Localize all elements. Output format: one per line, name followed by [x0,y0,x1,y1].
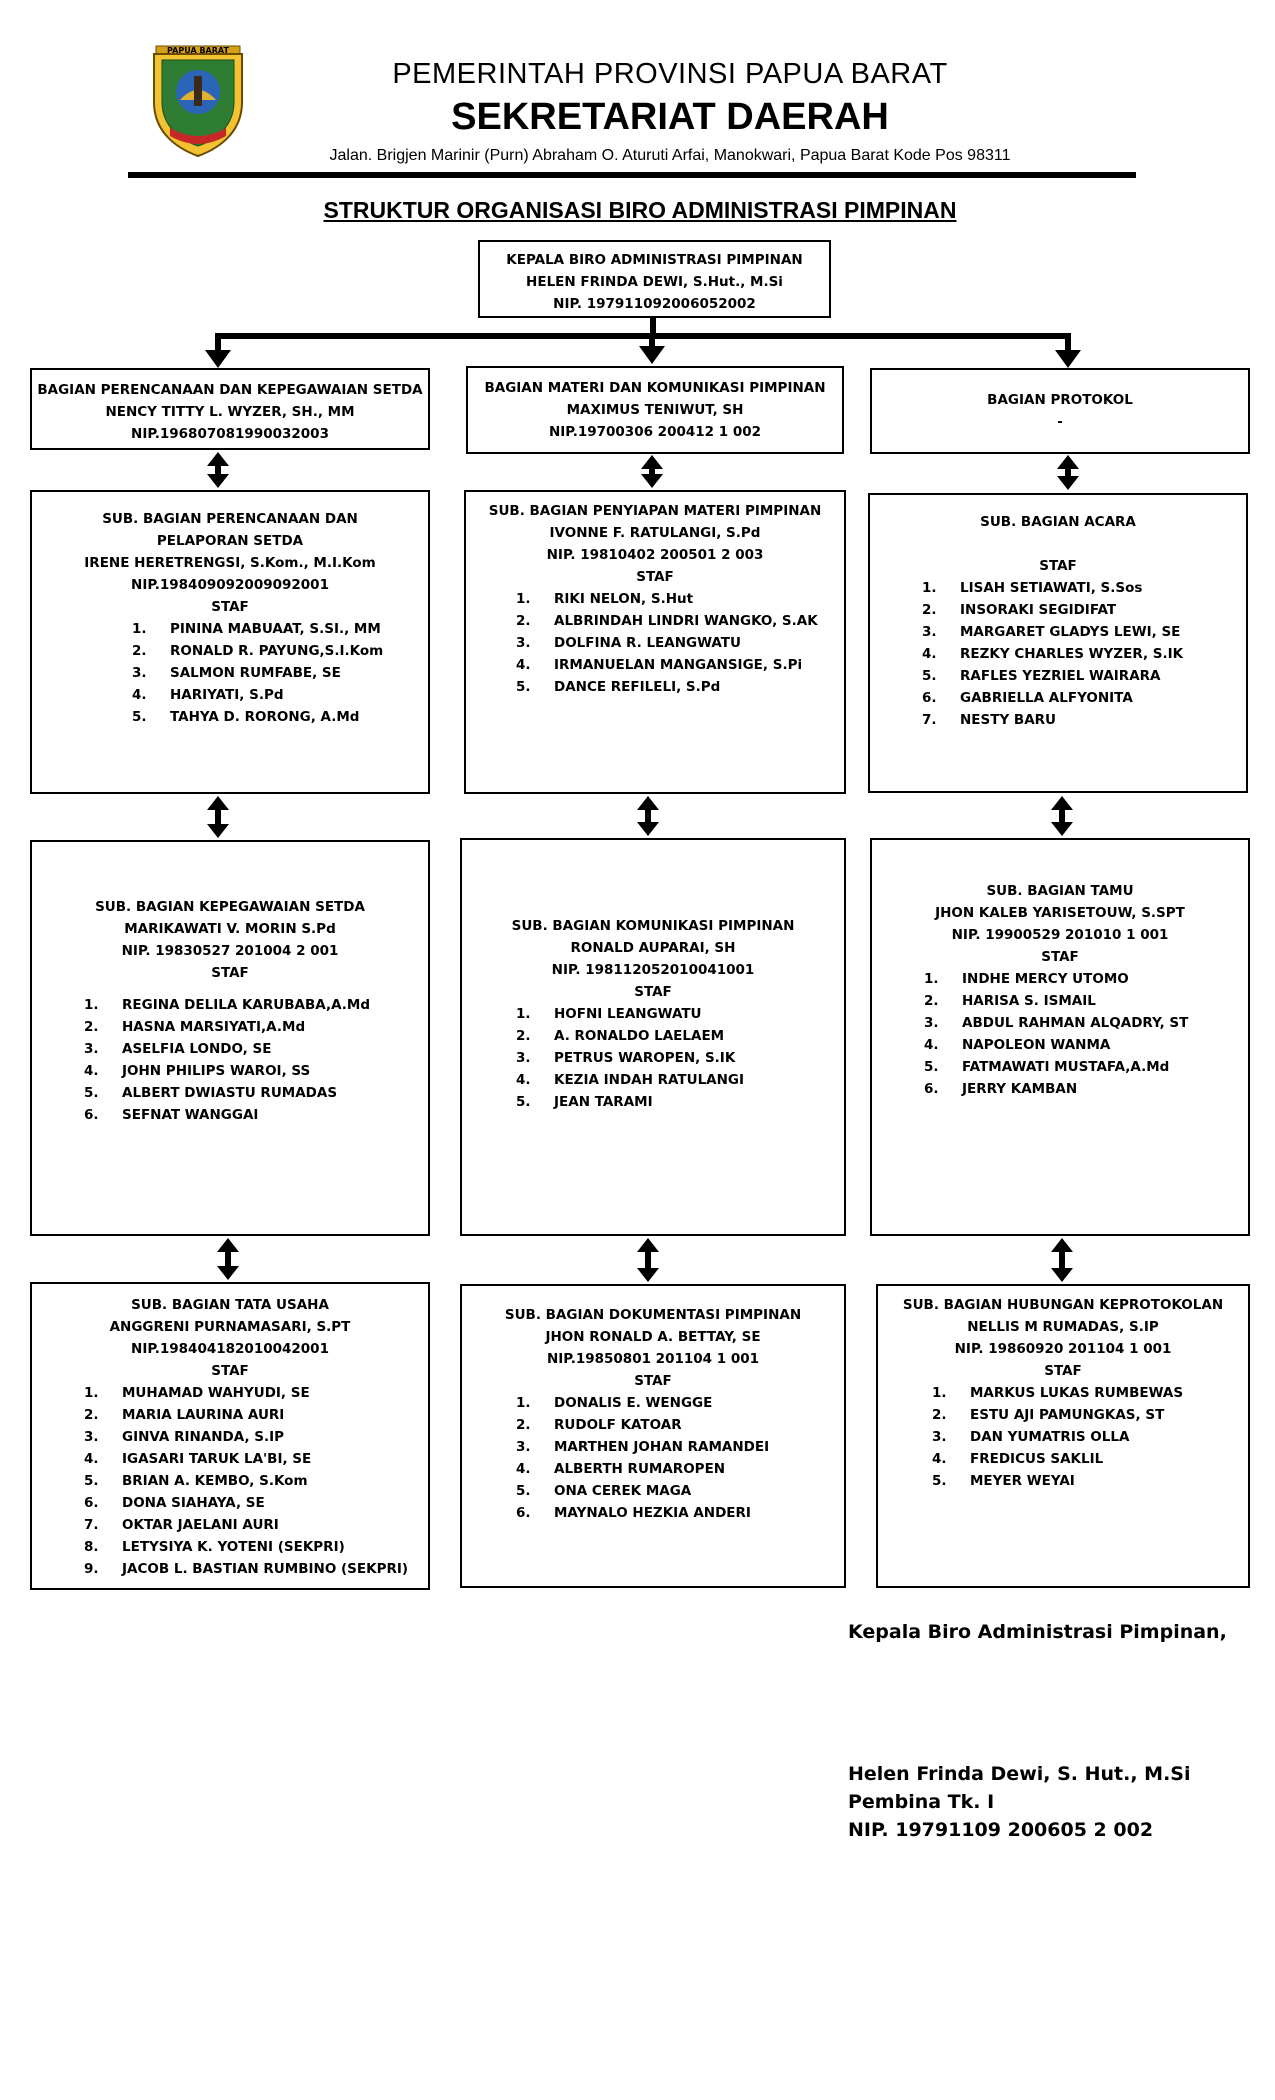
staff-number: 4. [84,1063,99,1079]
staff-name: ALBRINDAH LINDRI WANGKO, S.AK [554,613,818,629]
staff-name: SALMON RUMFABE, SE [170,665,341,681]
staff-item [924,990,1238,1012]
staff-number: 5. [84,1473,99,1489]
subbagian-unit-cont: PELAPORAN SETDA [156,533,304,549]
staff-name: MARKUS LUKAS RUMBEWAS [970,1385,1184,1401]
staff-label: STAF [211,965,249,981]
staff-item [84,1558,418,1580]
staff-name: RUDOLF KATOAR [554,1417,682,1433]
staff-name: SEFNAT WANGGAI [122,1107,259,1123]
staff-name: RONALD R. PAYUNG,S.I.Kom [170,643,384,659]
staff-name: FATMAWATI MUSTAFA,A.Md [962,1059,1170,1075]
double-arrow-icon [1057,455,1079,490]
staff-name: DONALIS E. WENGGE [554,1395,713,1411]
staff-name: A. RONALDO LAELAEM [554,1028,725,1044]
double-arrow-icon [1051,796,1073,836]
staff-item [84,1470,418,1492]
down-arrow-icon [1055,350,1081,368]
staff-number: 4. [922,646,937,662]
staff-label: STAF [211,599,249,615]
staff-number: 8. [84,1539,99,1555]
staff-label: STAF [211,1363,249,1379]
staff-number: 2. [924,993,939,1009]
staff-name: HARISA S. ISMAIL [962,993,1096,1009]
staff-label: STAF [1039,558,1077,574]
staff-number: 3. [84,1429,99,1445]
staff-name: JACOB L. BASTIAN RUMBINO (SEKPRI) [122,1561,409,1577]
subbagian-hubungan-keprotokolan-box [876,1284,1250,1588]
staff-name: PININA MABUAAT, S.SI., MM [170,621,381,637]
signature-nip: NIP. 19791109 200605 2 002 [848,1819,1154,1841]
staff-number: 1. [84,997,99,1013]
staff-item [84,1514,418,1536]
staff-item [922,621,1236,643]
staff-name: DAN YUMATRIS OLLA [970,1429,1130,1445]
staff-name: OKTAR JAELANI AURI [122,1517,279,1533]
staff-name: HOFNI LEANGWATU [554,1006,702,1022]
staff-name: ALBERTH RUMAROPEN [554,1461,726,1477]
staff-number: 4. [516,1072,531,1088]
staff-item [516,1047,834,1069]
staff-item [924,1056,1238,1078]
staff-item [516,1480,834,1502]
staff-item [932,1382,1238,1404]
staff-number: 4. [924,1037,939,1053]
staff-item [84,1492,418,1514]
staff-name: GINVA RINANDA, S.IP [122,1429,285,1445]
staff-number: 2. [84,1019,99,1035]
staff-name: NESTY BARU [960,712,1057,728]
staff-item [516,1003,834,1025]
subbagian-head-name: NELLIS M RUMADAS, S.IP [967,1319,1159,1335]
staff-item [84,1382,418,1404]
staff-number: 3. [924,1015,939,1031]
staff-name: MARGARET GLADYS LEWI, SE [960,624,1181,640]
staff-name: RAFLES YEZRIEL WAIRARA [960,668,1161,684]
subbagian-unit: SUB. BAGIAN ACARA [980,514,1136,530]
staff-item [516,1025,834,1047]
double-arrow-icon [637,1238,659,1282]
subbagian-head-nip: NIP.198404182010042001 [131,1341,329,1357]
staff-number: 6. [922,690,937,706]
staff-name: LETYSIYA K. YOTENI (SEKPRI) [122,1539,345,1555]
subbagian-unit: SUB. BAGIAN PENYIAPAN MATERI PIMPINAN [488,503,822,519]
staff-name: JERRY KAMBAN [962,1081,1078,1097]
staff-name: MUHAMAD WAHYUDI, SE [122,1385,310,1401]
staff-number: 4. [84,1451,99,1467]
staff-number: 5. [516,1483,531,1499]
staff-item [132,640,408,662]
staff-number: 6. [84,1495,99,1511]
bagian-unit: BAGIAN MATERI DAN KOMUNIKASI PIMPINAN [484,380,826,396]
subbagian-unit: SUB. BAGIAN HUBUNGAN KEPROTOKOLAN [902,1297,1224,1313]
double-arrow-icon [1051,1238,1073,1282]
staff-number: 1. [516,591,531,607]
staff-number: 6. [84,1107,99,1123]
staff-item [132,662,408,684]
subbagian-acara-box [868,493,1248,793]
bagian-head-name: NENCY TITTY L. WYZER, SH., MM [105,404,355,420]
staff-item [84,1016,418,1038]
staff-number: 5. [932,1473,947,1489]
staff-name: DANCE REFILELI, S.Pd [554,679,721,695]
staff-number: 2. [516,613,531,629]
staff-item [922,577,1236,599]
staff-name: ASELFIA LONDO, SE [122,1041,272,1057]
subbagian-head-nip: NIP. 19860920 201104 1 001 [954,1341,1172,1357]
subbagian-unit: SUB. BAGIAN TATA USAHA [131,1297,329,1313]
staff-list [84,1382,418,1580]
staff-item [132,684,408,706]
staff-item [516,610,834,632]
staff-name: ESTU AJI PAMUNGKAS, ST [970,1407,1165,1423]
staff-item [516,1502,834,1524]
staff-name: ALBERT DWIASTU RUMADAS [122,1085,338,1101]
staff-item [932,1470,1238,1492]
staff-number: 4. [516,657,531,673]
staff-name: JOHN PHILIPS WAROI, SS [122,1063,311,1079]
staff-number: 5. [516,1094,531,1110]
staff-name: HARIYATI, S.Pd [170,687,284,703]
bagian-head-name: MAXIMUS TENIWUT, SH [566,402,744,418]
staff-item [932,1448,1238,1470]
staff-number: 9. [84,1561,99,1577]
subbagian-penyiapan-materi-box [464,490,846,794]
staff-number: 5. [516,679,531,695]
staff-item [516,632,834,654]
staff-item [84,1104,418,1126]
staff-number: 3. [922,624,937,640]
staff-number: 1. [924,971,939,987]
head-to-bagian-connector [205,318,1081,368]
staff-name: ABDUL RAHMAN ALQADRY, ST [962,1015,1189,1031]
subbagian-unit: SUB. BAGIAN DOKUMENTASI PIMPINAN [504,1307,802,1323]
subbagian-head-nip: NIP.19850801 201104 1 001 [546,1351,760,1367]
staff-number: 1. [84,1385,99,1401]
subbagian-head-name: JHON RONALD A. BETTAY, SE [545,1329,761,1345]
staff-number: 6. [924,1081,939,1097]
header-address: Jalan. Brigjen Marinir (Purn) Abraham O. Aturuti Arfai, Manokwari, Papua Barat Kode Pos 98311 [329,147,1011,164]
staff-number: 2. [132,643,147,659]
staff-item [924,1078,1238,1100]
subbagian-head-name: MARIKAWATI V. MORIN S.Pd [124,921,336,937]
bagian-protokol-box [870,368,1250,454]
subbagian-unit: SUB. BAGIAN KOMUNIKASI PIMPINAN [511,918,795,934]
staff-item [84,1426,418,1448]
staff-item [924,1034,1238,1056]
staff-number: 2. [922,602,937,618]
signature-rank: Pembina Tk. I [848,1791,995,1813]
staff-label: STAF [634,984,672,1000]
staff-name: HASNA MARSIYATI,A.Md [122,1019,306,1035]
staff-name: TAHYA D. RORONG, A.Md [170,709,360,725]
staff-name: PETRUS WAROPEN, S.IK [554,1050,736,1066]
staff-number: 3. [84,1041,99,1057]
staff-item [922,665,1236,687]
staff-list [924,968,1238,1100]
staff-name: FREDICUS SAKLIL [970,1451,1104,1467]
staff-item [516,1091,834,1113]
double-arrow-icon [641,455,663,488]
staff-list [132,618,408,728]
staff-name: IRMANUELAN MANGANSIGE, S.Pi [554,657,803,673]
staff-item [924,1012,1238,1034]
staff-number: 5. [132,709,147,725]
staff-number: 3. [132,665,147,681]
subbagian-head-name: IRENE HERETRENGSI, S.Kom., M.I.Kom [84,555,376,571]
staff-list [516,1392,834,1524]
staff-number: 7. [84,1517,99,1533]
staff-list [932,1382,1238,1492]
staff-item [516,1392,834,1414]
staff-number: 3. [932,1429,947,1445]
staff-item [932,1404,1238,1426]
staff-item [922,709,1236,731]
staff-number: 4. [132,687,147,703]
page-title: STRUKTUR ORGANISASI BIRO ADMINISTRASI PIMPINAN [323,197,957,223]
staff-name: NAPOLEON WANMA [962,1037,1111,1053]
staff-name: GABRIELLA ALFYONITA [960,690,1133,706]
staff-number: 4. [516,1461,531,1477]
staff-name: MEYER WEYAI [970,1473,1075,1489]
staff-list [84,994,418,1126]
staff-number: 2. [516,1417,531,1433]
staff-name: MARIA LAURINA AURI [122,1407,285,1423]
down-arrow-icon [639,346,665,364]
kepala-biro-box [478,240,831,318]
staff-name: INDHE MERCY UTOMO [962,971,1129,987]
staff-item [516,1458,834,1480]
staff-item [922,643,1236,665]
staff-number: 3. [516,1050,531,1066]
staff-name: IGASARI TARUK LA'BI, SE [122,1451,312,1467]
double-arrow-icon [207,796,229,838]
staff-label: STAF [1044,1363,1082,1379]
staff-number: 2. [84,1407,99,1423]
subbagian-dokumentasi-box [460,1284,846,1588]
bagian-head-name: - [1057,414,1063,430]
staff-name: LISAH SETIAWATI, S.Sos [960,580,1143,596]
subbagian-head-name: IVONNE F. RATULANGI, S.Pd [549,525,761,541]
subbagian-head-nip: NIP. 198112052010041001 [551,962,755,978]
staff-name: RIKI NELON, S.Hut [554,591,694,607]
staff-item [84,1060,418,1082]
subbagian-head-name: RONALD AUPARAI, SH [570,940,736,956]
staff-number: 1. [516,1006,531,1022]
staff-number: 1. [516,1395,531,1411]
bagian-head-nip: NIP.196807081990032003 [131,426,329,442]
bagian-head-nip: NIP.19700306 200412 1 002 [548,424,762,440]
staff-number: 4. [932,1451,947,1467]
subbagian-komunikasi-box [460,838,846,1236]
staff-number: 2. [932,1407,947,1423]
staff-name: DONA SIAHAYA, SE [122,1495,265,1511]
bagian-unit: BAGIAN PROTOKOL [987,392,1133,408]
staff-list [516,1003,834,1113]
staff-number: 1. [132,621,147,637]
spacer [880,533,1236,555]
header-government-line: PEMERINTAH PROVINSI PAPUA BARAT [392,58,948,90]
staff-number: 3. [516,1439,531,1455]
staff-item [132,618,408,640]
staff-item [516,1436,834,1458]
staff-name: REZKY CHARLES WYZER, S.IK [960,646,1184,662]
subbagian-perencanaan-box [30,490,430,794]
staff-item [84,1038,418,1060]
staff-name: MAYNALO HEZKIA ANDERI [554,1505,751,1521]
subbagian-head-name: JHON KALEB YARISETOUW, S.SPT [935,905,1185,921]
staff-name: ONA CEREK MAGA [554,1483,692,1499]
staff-list [922,577,1236,731]
staff-name: MARTHEN JOHAN RAMANDEI [554,1439,770,1455]
subbagian-head-nip: NIP. 19900529 201010 1 001 [951,927,1169,943]
staff-item [922,687,1236,709]
staff-number: 7. [922,712,937,728]
double-arrow-icon [637,796,659,836]
subbagian-head-nip: NIP. 19810402 200501 2 003 [546,547,764,563]
staff-item [132,706,408,728]
signature-name: Helen Frinda Dewi, S. Hut., M.Si [848,1763,1191,1785]
header-secretariat-line: SEKRETARIAT DAERAH [451,96,889,138]
staff-number: 1. [932,1385,947,1401]
staff-item [932,1426,1238,1448]
staff-number: 5. [924,1059,939,1075]
staff-item [922,599,1236,621]
bagian-unit: BAGIAN PERENCANAAN DAN KEPEGAWAIAN SETDA [37,382,423,398]
staff-number: 6. [516,1505,531,1521]
staff-item [84,1082,418,1104]
staff-item [516,676,834,698]
emblem-label: PAPUA BARAT [167,46,229,55]
staff-item [924,968,1238,990]
staff-item [84,1448,418,1470]
down-arrow-icon [205,350,231,368]
staff-number: 5. [84,1085,99,1101]
kepala-biro-nip: NIP. 197911092006052002 [553,296,756,312]
staff-number: 2. [516,1028,531,1044]
staff-name: REGINA DELILA KARUBABA,A.Md [122,997,371,1013]
subbagian-tamu-box [870,838,1250,1236]
double-arrow-icon [207,452,229,488]
subbagian-unit: SUB. BAGIAN PERENCANAAN DAN [102,511,358,527]
subbagian-unit: SUB. BAGIAN TAMU [986,883,1134,899]
kepala-biro-unit: KEPALA BIRO ADMINISTRASI PIMPINAN [506,252,803,268]
signature-title: Kepala Biro Administrasi Pimpinan, [848,1621,1227,1643]
staff-number: 1. [922,580,937,596]
bagian-perencanaan-box [30,368,430,450]
staff-number: 3. [516,635,531,651]
staff-item [84,1536,418,1558]
subbagian-head-name: ANGGRENI PURNAMASARI, S.PT [109,1319,351,1335]
staff-number: 5. [922,668,937,684]
staff-name: INSORAKI SEGIDIFAT [960,602,1117,618]
staff-label: STAF [1041,949,1079,965]
staff-name: JEAN TARAMI [554,1094,653,1110]
staff-item [84,1404,418,1426]
subbagian-head-nip: NIP.198409092009092001 [131,577,329,593]
staff-label: STAF [634,1373,672,1389]
bagian-materi-box [466,366,844,454]
staff-name: DOLFINA R. LEANGWATU [554,635,741,651]
subbagian-head-nip: NIP. 19830527 201004 2 001 [121,943,339,959]
double-arrow-icon [217,1238,239,1280]
staff-name: KEZIA INDAH RATULANGI [554,1072,745,1088]
staff-item [516,654,834,676]
staff-item [516,588,834,610]
subbagian-unit: SUB. BAGIAN KEPEGAWAIAN SETDA [95,899,365,915]
staff-item [516,1414,834,1436]
staff-name: BRIAN A. KEMBO, S.Kom [122,1473,308,1489]
subbagian-kepegawaian-box [30,840,430,1236]
kepala-biro-name: HELEN FRINDA DEWI, S.Hut., M.Si [526,274,783,290]
staff-item [84,994,418,1016]
staff-list [516,588,834,698]
subbagian-tata-usaha-box [30,1282,430,1590]
staff-item [516,1069,834,1091]
spacer [42,984,418,994]
staff-label: STAF [636,569,674,585]
